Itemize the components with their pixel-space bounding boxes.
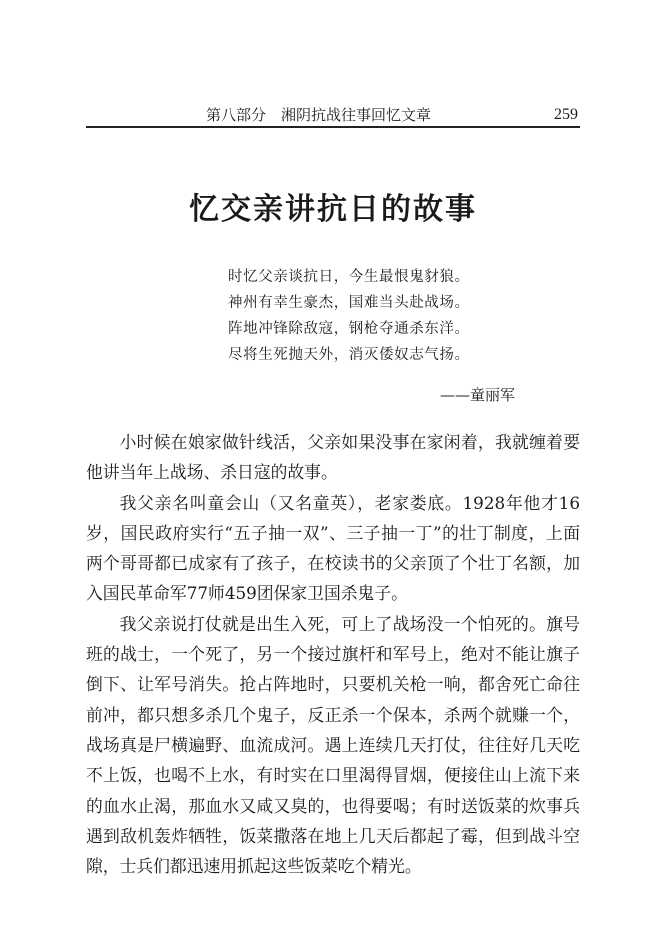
poem-line: 时忆父亲谈抗日，今生最恨鬼豺狼。 [228, 269, 470, 285]
page-number: 259 [554, 106, 578, 123]
paragraph: 小时候在娘家做针线活，父亲如果没事在家闲着，我就缠着要他讲当年上战场、杀日寇的故事。 [86, 432, 580, 483]
paragraph: 我父亲名叫童会山（又名童英），老家娄底。1928年他才16岁，国民政府实行“五子抽一双”、三子抽一丁”的壮丁制度，上面两个哥哥都已成家有了孩子，在校读书的父亲顶了个壮丁名额，加入国民革命军77师459团保家卫国杀鬼子。 [86, 492, 580, 604]
section-title: 第八部分 湘阴抗战往事回忆文章 [206, 106, 432, 124]
poem-line: 阵地冲锋除敌寇，钢枪夺通杀东洋。 [228, 321, 470, 337]
paragraph: 我父亲说打仗就是出生入死，可上了战场没一个怕死的。旗号班的战士，一个死了，另一个接过旗杆和军号上，绝对不能让旗子倒下、让军号消失。抢占阵地时，只要机关枪一响，都舍死亡命往前冲，都只想多杀几个鬼子，反正杀一个保本，杀两个就赚一个，战场真是尸横遍野、血流成河。遇上连续几天打仗，往往好几天吃不上饭，也喝不上水，有时实在口里渴得冒烟，便接住山上流下来的血水止渴，那血水又咸又臭的，也得要喝；有时送饭菜的炊事兵遇到敌机轰炸牺牲，饭菜撒落在地上几天后都起了霉，但到战斗空隙，士兵们都迅速用抓起这些饭菜吃个精光。 [86, 613, 580, 877]
header-rule [86, 126, 580, 128]
running-header [86, 104, 580, 126]
article-body [86, 427, 580, 881]
epigraph-poem [228, 264, 548, 368]
poem-line: 尽将生死抛天外，消灭倭奴志气扬。 [228, 347, 470, 363]
poem-line: 神州有幸生豪杰，国难当头赴战场。 [228, 295, 470, 311]
article-title: 忆交亲讲抗日的故事 [189, 192, 477, 227]
poem-attribution: ——童丽军 [440, 386, 516, 404]
